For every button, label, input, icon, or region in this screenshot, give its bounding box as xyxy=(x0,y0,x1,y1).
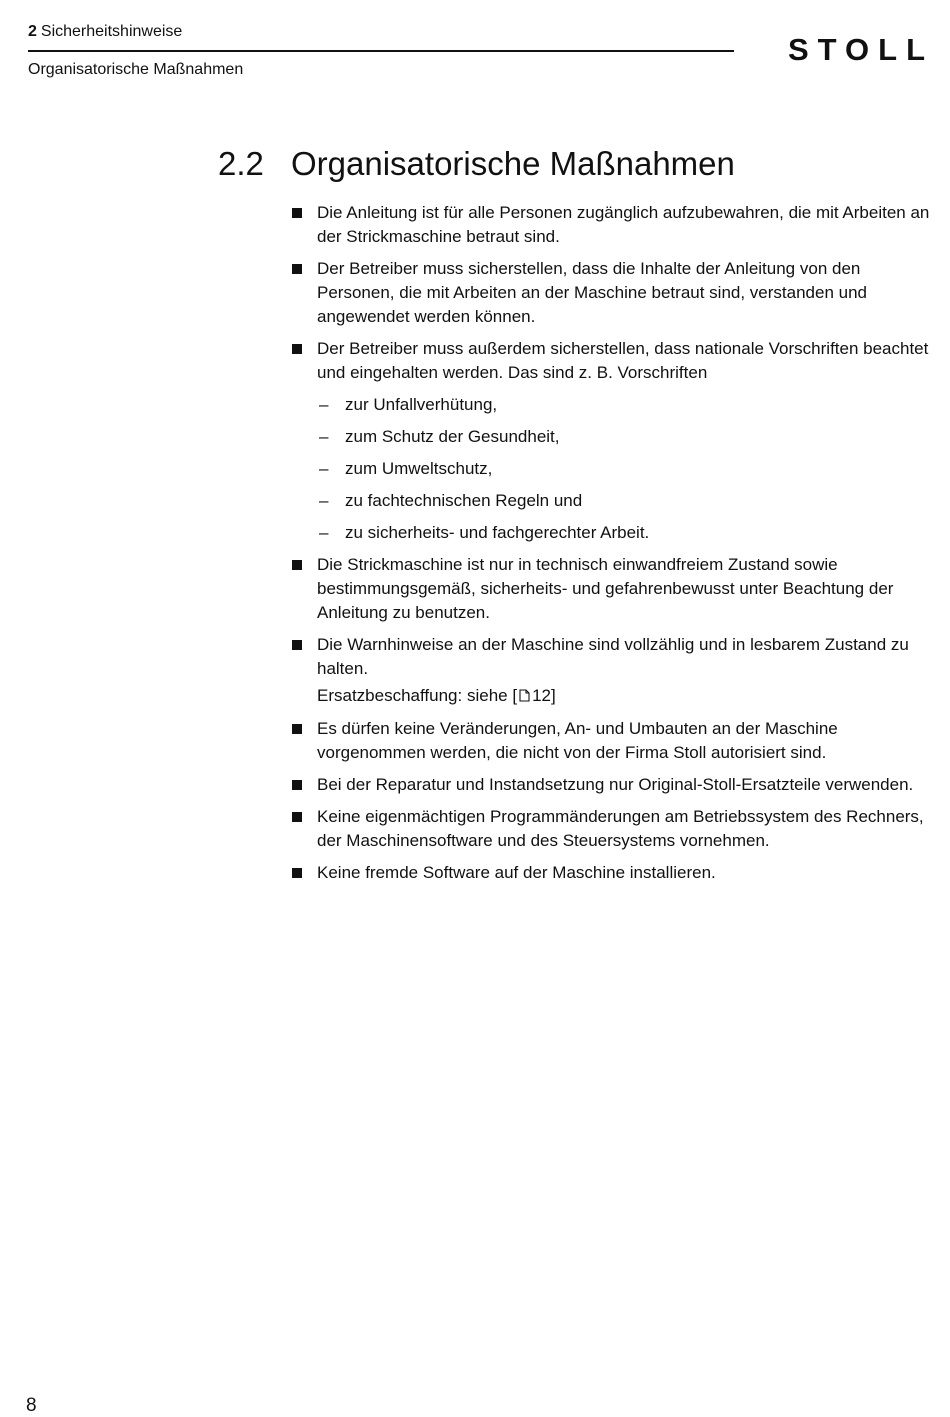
list-item xyxy=(290,633,930,709)
dash-icon: – xyxy=(319,427,329,446)
reference-open-bracket: [ xyxy=(512,686,518,705)
list-item xyxy=(290,861,930,885)
header-section-title: Organisatorische Maßnahmen xyxy=(28,61,244,78)
bullet-list xyxy=(290,201,930,893)
list-item-text: Keine fremde Software auf der Maschine installieren. xyxy=(317,863,716,882)
page-reference-icon xyxy=(519,685,530,709)
reference-see: siehe xyxy=(466,686,508,705)
list-item-text: Es dürfen keine Veränderungen, An- und Umbauten an der Maschine vorgenommen werden, die nicht von der Firma Stoll autorisiert sind. xyxy=(317,719,838,762)
list-item-text: Der Betreiber muss sicherstellen, dass die Inhalte der Anleitung von den Personen, die mit Arbeiten an der Maschine betraut sind, verstanden und angewendet werden können. xyxy=(317,259,868,326)
list-item xyxy=(290,805,930,853)
dash-icon: – xyxy=(319,395,329,414)
sub-list-item-text: zum Umweltschutz, xyxy=(345,459,493,478)
sub-list-item-text: zu sicherheits- und fachgerechter Arbeit. xyxy=(345,523,650,542)
list-item-text: Die Warnhinweise an der Maschine sind vollzählig und in lesbarem Zustand zu halten. xyxy=(317,635,909,678)
header-chapter xyxy=(28,23,182,41)
list-item-text: Die Strickmaschine ist nur in technisch einwandfreiem Zustand sowie bestimmungsgemäß, sicherheits- und gefahrenbewusst unter Beachtung der Anleitung zu benutzen. xyxy=(317,555,894,622)
section-title: Organisatorische Maßnahmen xyxy=(291,145,735,182)
sub-list-item xyxy=(290,425,930,449)
cross-reference xyxy=(317,684,930,709)
list-item xyxy=(290,717,930,765)
sub-list-item xyxy=(290,457,930,481)
sub-list-item-text: zum Schutz der Gesundheit, xyxy=(345,427,560,446)
sub-list-item-text: zu fachtechnischen Regeln und xyxy=(345,491,583,510)
dash-icon: – xyxy=(319,491,329,510)
list-item-text: Keine eigenmächtigen Programmänderungen am Betriebssystem des Rechners, der Maschinensoftware und des Steuersystems vornehmen. xyxy=(317,807,924,850)
header-divider xyxy=(28,50,734,52)
square-bullet-icon xyxy=(292,640,302,650)
reference-label: Ersatzbeschaffung: xyxy=(317,686,463,705)
chapter-title: Sicherheitshinweise xyxy=(40,23,183,40)
list-item xyxy=(290,201,930,249)
list-item-text: Bei der Reparatur und Instandsetzung nur Original-Stoll-Ersatzteile verwenden. xyxy=(317,775,914,794)
stoll-logo: STOLL xyxy=(788,32,935,67)
reference-close-bracket: ] xyxy=(551,686,556,705)
square-bullet-icon xyxy=(292,208,302,218)
list-item xyxy=(290,773,930,797)
square-bullet-icon xyxy=(292,868,302,878)
square-bullet-icon xyxy=(292,724,302,734)
square-bullet-icon xyxy=(292,812,302,822)
section-heading xyxy=(218,145,735,183)
chapter-number: 2 xyxy=(28,23,37,40)
dash-icon: – xyxy=(319,459,329,478)
list-item xyxy=(290,553,930,625)
sub-list-item xyxy=(290,521,930,545)
square-bullet-icon xyxy=(292,780,302,790)
list-item-text: Die Anleitung ist für alle Personen zugänglich aufzubewahren, die mit Arbeiten an der Strickmaschine betraut sind. xyxy=(317,203,930,246)
square-bullet-icon xyxy=(292,344,302,354)
sub-list-item xyxy=(290,489,930,513)
list-item-text: Der Betreiber muss außerdem sicherstellen, dass nationale Vorschriften beachtet und eingehalten werden. Das sind z. B. Vorschriften xyxy=(317,339,929,382)
dash-icon: – xyxy=(319,523,329,542)
square-bullet-icon xyxy=(292,560,302,570)
reference-page-link[interactable]: 12 xyxy=(532,686,551,705)
square-bullet-icon xyxy=(292,264,302,274)
list-item xyxy=(290,337,930,385)
sub-list-item-text: zur Unfallverhütung, xyxy=(345,395,498,414)
sub-list-item xyxy=(290,393,930,417)
list-item xyxy=(290,257,930,329)
page-number: 8 xyxy=(26,1395,37,1416)
section-number: 2.2 xyxy=(218,145,264,182)
